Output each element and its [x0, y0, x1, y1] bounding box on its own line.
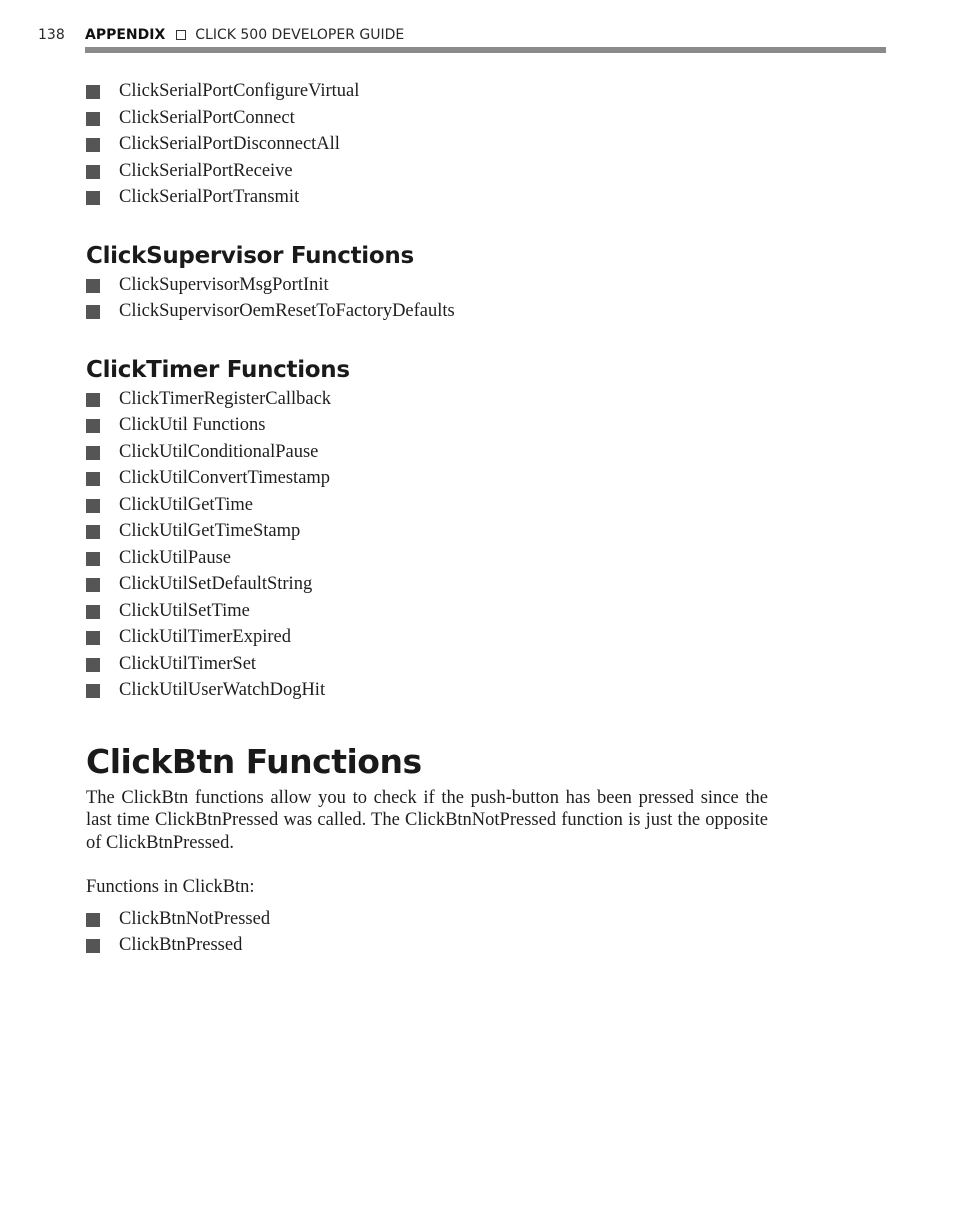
list-item-text: ClickUtilPause — [119, 547, 232, 568]
list-item-text: ClickUtilGetTimeStamp — [119, 521, 301, 541]
list-item-text: ClickTimerRegisterCallback — [119, 388, 332, 409]
list-item-text: ClickUtilUserWatchDogHit — [119, 680, 326, 700]
list-item-text: ClickUtilSetDefaultString — [119, 574, 313, 594]
list-item — [86, 545, 786, 572]
clickbtn-heading: ClickBtn Functions — [86, 741, 422, 781]
list-item-text: ClickSerialPortTransmit — [119, 187, 300, 207]
square-bullet-icon — [86, 578, 100, 592]
square-bullet-icon — [86, 631, 100, 645]
list-item-text: ClickBtnNotPressed — [119, 908, 271, 929]
square-bullet-icon — [86, 525, 100, 539]
list-item-text: ClickUtilSetTime — [119, 600, 250, 621]
square-bullet-icon — [86, 658, 100, 672]
list-item — [86, 492, 786, 519]
supervisor-heading: ClickSupervisor Functions — [86, 242, 414, 269]
running-head — [85, 27, 404, 43]
list-item-text: ClickBtnPressed — [119, 935, 243, 955]
list-item-text: ClickUtilGetTime — [119, 494, 253, 515]
list-item — [86, 272, 786, 299]
square-bullet-icon — [86, 279, 100, 293]
list-item — [86, 131, 786, 158]
list-item-text: ClickSerialPortReceive — [119, 160, 293, 181]
list-item — [86, 386, 786, 413]
list-item — [86, 298, 786, 325]
list-item-text: ClickUtilConditionalPause — [119, 441, 319, 462]
list-item — [86, 932, 786, 959]
list-item — [86, 624, 786, 651]
square-bullet-icon — [86, 305, 100, 319]
list-item — [86, 439, 786, 466]
clickbtn-description: The ClickBtn functions allow you to check if the push-button has been pressed since the last time ClickBtnPressed was called. The ClickBtnNotPressed function is just the opposite of ClickBtnPressed. — [86, 787, 768, 853]
list-item — [86, 78, 786, 105]
square-bullet-icon — [86, 85, 100, 99]
page-content — [86, 78, 786, 959]
supervisor-function-list — [86, 272, 786, 325]
square-bullet-icon — [86, 393, 100, 407]
square-bullet-icon — [86, 419, 100, 433]
list-item — [86, 651, 786, 678]
square-bullet-icon — [86, 939, 100, 953]
list-item — [86, 412, 786, 439]
square-bullet-icon — [86, 913, 100, 927]
square-bullet-icon — [86, 191, 100, 205]
page-number: 138 — [38, 27, 65, 43]
list-item-text: ClickSerialPortConfigureVirtual — [119, 81, 360, 101]
running-head-title: CLICK 500 DEVELOPER GUIDE — [195, 27, 405, 43]
separator-box-icon — [176, 30, 186, 40]
square-bullet-icon — [86, 605, 100, 619]
list-item-text: ClickSerialPortConnect — [119, 107, 295, 128]
list-item — [86, 571, 786, 598]
list-item — [86, 184, 786, 211]
square-bullet-icon — [86, 165, 100, 179]
square-bullet-icon — [86, 552, 100, 566]
header-rule — [85, 47, 886, 53]
list-item-text: ClickSerialPortDisconnectAll — [119, 134, 340, 154]
list-item — [86, 677, 786, 704]
list-item-text: ClickUtilTimerSet — [119, 653, 257, 674]
list-item-text: ClickUtilConvertTimestamp — [119, 468, 331, 488]
timer-heading: ClickTimer Functions — [86, 356, 350, 383]
square-bullet-icon — [86, 684, 100, 698]
list-item-text: ClickSupervisorMsgPortInit — [119, 274, 329, 295]
list-item — [86, 906, 786, 933]
square-bullet-icon — [86, 446, 100, 460]
clickbtn-function-list — [86, 906, 786, 959]
list-item-text: ClickSupervisorOemResetToFactoryDefaults — [119, 301, 455, 321]
page-header — [38, 24, 886, 54]
list-item — [86, 598, 786, 625]
square-bullet-icon — [86, 112, 100, 126]
list-item-text: ClickUtil Functions — [119, 415, 266, 435]
timer-function-list — [86, 386, 786, 704]
clickbtn-intro: Functions in ClickBtn: — [86, 877, 255, 897]
list-item — [86, 158, 786, 185]
square-bullet-icon — [86, 472, 100, 486]
list-item — [86, 465, 786, 492]
list-item-text: ClickUtilTimerExpired — [119, 627, 291, 647]
running-head-section: APPENDIX — [85, 27, 166, 43]
list-item — [86, 105, 786, 132]
list-item — [86, 518, 786, 545]
square-bullet-icon — [86, 138, 100, 152]
square-bullet-icon — [86, 499, 100, 513]
serial-port-function-list — [86, 78, 786, 211]
